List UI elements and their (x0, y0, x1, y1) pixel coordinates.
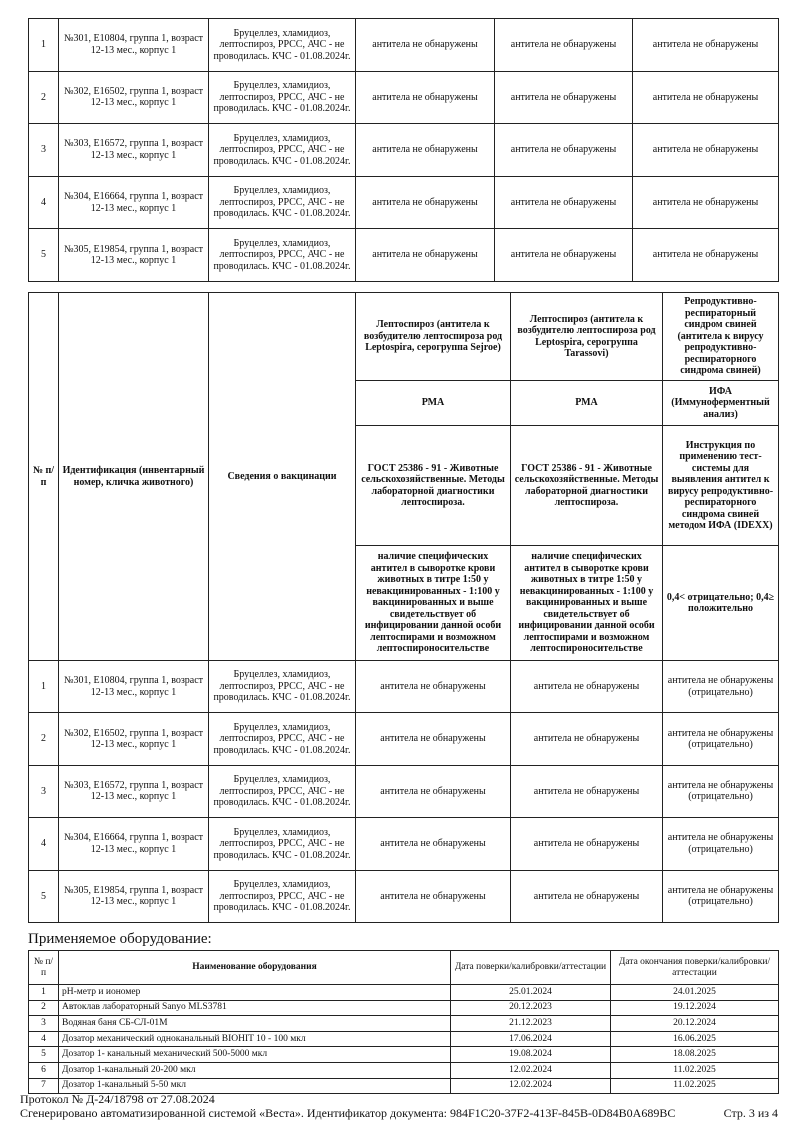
vaccination-info: Бруцеллез, хламидиоз, лептоспироз, РРСС, АЧС - не проводилась. КЧС - 01.08.2024г. (209, 176, 356, 229)
vaccination-info: Бруцеллез, хламидиоз, лептоспироз, РРСС, АЧС - не проводилась. КЧС - 01.08.2024г. (209, 713, 356, 765)
row-number: 5 (29, 229, 59, 282)
test-method: РМА (356, 381, 511, 426)
verification-end-date: 18.08.2025 (611, 1047, 779, 1063)
equipment-name: Автоклав лабораторный Sanyo MLS3781 (59, 1000, 451, 1016)
result-cell: антитела не обнаружены (356, 176, 495, 229)
equipment-row (29, 1031, 779, 1047)
equipment-name: Дозатор 1-канальный 5-50 мкл (59, 1078, 451, 1094)
protocol-number: Протокол № Д-24/18798 от 27.08.2024 (20, 1092, 215, 1106)
test-norm-doc: ГОСТ 25386 - 91 - Животные сельскохозяйственные. Методы лабораторной диагностики лептоспироза. (511, 426, 663, 546)
test-criteria: наличие специфических антител в сыворотке крови животных в титре 1:50 у невакцинированных - 1:100 у вакцинированных и выше свидетельствует об инфицировании данной особи лептоспирами и возможном лептоспироносительстве (511, 546, 663, 661)
animal-id: №301, E10804, группа 1, возраст 12-13 мес., корпус 1 (59, 661, 209, 713)
result-cell: антитела не обнаружены (511, 818, 663, 870)
result-cell: антитела не обнаружены (356, 124, 495, 177)
animal-id: №304, E16664, группа 1, возраст 12-13 мес., корпус 1 (59, 818, 209, 870)
result-cell: антитела не обнаружены (отрицательно) (663, 765, 779, 817)
verification-end-date: 16.06.2025 (611, 1031, 779, 1047)
verification-date: 12.02.2024 (451, 1062, 611, 1078)
equipment-row (29, 985, 779, 1001)
result-cell: антитела не обнаружены (511, 661, 663, 713)
table-row (29, 19, 779, 72)
vaccination-info: Бруцеллез, хламидиоз, лептоспироз, РРСС, АЧС - не проводилась. КЧС - 01.08.2024г. (209, 71, 356, 124)
equipment-num: 4 (29, 1031, 59, 1047)
result-cell: антитела не обнаружены (отрицательно) (663, 713, 779, 765)
result-cell: антитела не обнаружены (356, 870, 511, 922)
verification-date: 21.12.2023 (451, 1016, 611, 1032)
equipment-num: 5 (29, 1047, 59, 1063)
vaccination-info: Бруцеллез, хламидиоз, лептоспироз, РРСС, АЧС - не проводилась. КЧС - 01.08.2024г. (209, 124, 356, 177)
equipment-num: 2 (29, 1000, 59, 1016)
row-number: 4 (29, 176, 59, 229)
result-cell: антитела не обнаружены (633, 71, 779, 124)
equipment-name: Дозатор 1- канальный механический 500-5000 мкл (59, 1047, 451, 1063)
result-cell: антитела не обнаружены (495, 229, 633, 282)
page-number: Стр. 3 из 4 (723, 1106, 778, 1120)
equipment-header-name: Наименование оборудования (59, 951, 451, 985)
result-cell: антитела не обнаружены (356, 713, 511, 765)
table-row (29, 661, 779, 713)
equipment-num: 3 (29, 1016, 59, 1032)
animal-id: №303, E16572, группа 1, возраст 12-13 мес., корпус 1 (59, 124, 209, 177)
result-cell: антитела не обнаружены (356, 71, 495, 124)
animal-id: №304, E16664, группа 1, возраст 12-13 мес., корпус 1 (59, 176, 209, 229)
equipment-title: Применяемое оборудование: (28, 931, 212, 947)
result-cell: антитела не обнаружены (356, 818, 511, 870)
equipment-header-num: № п/п (29, 951, 59, 985)
animal-id: №305, E19854, группа 1, возраст 12-13 мес., корпус 1 (59, 870, 209, 922)
result-cell: антитела не обнаружены (отрицательно) (663, 870, 779, 922)
verification-date: 17.06.2024 (451, 1031, 611, 1047)
result-cell: антитела не обнаружены (отрицательно) (663, 661, 779, 713)
row-number: 1 (29, 661, 59, 713)
animal-id: №305, E19854, группа 1, возраст 12-13 мес., корпус 1 (59, 229, 209, 282)
equipment-num: 7 (29, 1078, 59, 1094)
table-row (29, 818, 779, 870)
row-number: 3 (29, 765, 59, 817)
result-cell: антитела не обнаружены (495, 176, 633, 229)
result-cell: антитела не обнаружены (633, 176, 779, 229)
test-name: Репродуктивно-респираторный синдром свиней (антитела к вирусу репродуктивно-респираторного синдрома свиней) (663, 293, 779, 381)
vaccination-info: Бруцеллез, хламидиоз, лептоспироз, РРСС, АЧС - не проводилась. КЧС - 01.08.2024г. (209, 661, 356, 713)
header-identification: Идентификация (инвентарный номер, кличка животного) (59, 293, 209, 661)
equipment-row (29, 1000, 779, 1016)
verification-end-date: 24.01.2025 (611, 985, 779, 1001)
equipment-row (29, 1047, 779, 1063)
result-cell: антитела не обнаружены (356, 765, 511, 817)
result-cell: антитела не обнаружены (495, 71, 633, 124)
equipment-name: Дозатор 1-канальный 20-200 мкл (59, 1062, 451, 1078)
equipment-header-end-date: Дата окончания поверки/калибровки/аттестации (611, 951, 779, 985)
table-row (29, 713, 779, 765)
test-norm-doc: ГОСТ 25386 - 91 - Животные сельскохозяйственные. Методы лабораторной диагностики лептоспироза. (356, 426, 511, 546)
header-num: № п/п (29, 293, 59, 661)
equipment-num: 1 (29, 985, 59, 1001)
equipment-header-date: Дата поверки/калибровки/аттестации (451, 951, 611, 985)
result-cell: антитела не обнаружены (633, 124, 779, 177)
vaccination-info: Бруцеллез, хламидиоз, лептоспироз, РРСС, АЧС - не проводилась. КЧС - 01.08.2024г. (209, 818, 356, 870)
verification-date: 25.01.2024 (451, 985, 611, 1001)
verification-end-date: 19.12.2024 (611, 1000, 779, 1016)
equipment-row (29, 1062, 779, 1078)
result-cell: антитела не обнаружены (495, 19, 633, 72)
animal-id: №303, E16572, группа 1, возраст 12-13 мес., корпус 1 (59, 765, 209, 817)
equipment-table (28, 950, 779, 1094)
equipment-name: Водяная баня СБ-СЛ-01М (59, 1016, 451, 1032)
result-cell: антитела не обнаружены (356, 19, 495, 72)
result-cell: антитела не обнаружены (356, 229, 495, 282)
test-method: ИФА (Иммуноферментный анализ) (663, 381, 779, 426)
table-row (29, 765, 779, 817)
header-vaccination: Сведения о вакцинации (209, 293, 356, 661)
generated-note: Сгенерировано автоматизированной системой «Веста». Идентификатор документа: 984F1C20-37F2-413F-845B-0D84B0A689BC (20, 1106, 676, 1120)
verification-date: 19.08.2024 (451, 1047, 611, 1063)
table-row (29, 124, 779, 177)
row-number: 2 (29, 71, 59, 124)
vaccination-info: Бруцеллез, хламидиоз, лептоспироз, РРСС, АЧС - не проводилась. КЧС - 01.08.2024г. (209, 765, 356, 817)
test-criteria: наличие специфических антител в сыворотке крови животных в титре 1:50 у невакцинированных - 1:100 у вакцинированных и выше свидетельствует об инфицировании данной особи лептоспирами и возможном лептоспироносительстве (356, 546, 511, 661)
verification-date: 12.02.2024 (451, 1078, 611, 1094)
equipment-name: pH-метр и иономер (59, 985, 451, 1001)
result-cell: антитела не обнаружены (511, 713, 663, 765)
test-name: Лептоспироз (антитела к возбудителю лептоспироза род Leptospira, серогруппа Sejroe) (356, 293, 511, 381)
table-row (29, 870, 779, 922)
row-number: 3 (29, 124, 59, 177)
results-table-top (28, 18, 779, 282)
test-name: Лептоспироз (антитела к возбудителю лептоспироза род Leptospira, серогруппа Tarassovi) (511, 293, 663, 381)
test-method: РМА (511, 381, 663, 426)
row-number: 1 (29, 19, 59, 72)
verification-date: 20.12.2023 (451, 1000, 611, 1016)
row-number: 2 (29, 713, 59, 765)
result-cell: антитела не обнаружены (633, 19, 779, 72)
test-criteria: 0,4< отрицательно; 0,4≥ положительно (663, 546, 779, 661)
result-cell: антитела не обнаружены (356, 661, 511, 713)
equipment-row (29, 1016, 779, 1032)
equipment-num: 6 (29, 1062, 59, 1078)
equipment-name: Дозатор механический одноканальный BIOHIT 10 - 100 мкл (59, 1031, 451, 1047)
result-cell: антитела не обнаружены (511, 870, 663, 922)
animal-id: №302, E16502, группа 1, возраст 12-13 мес., корпус 1 (59, 713, 209, 765)
table-row (29, 229, 779, 282)
animal-id: №302, E16502, группа 1, возраст 12-13 мес., корпус 1 (59, 71, 209, 124)
verification-end-date: 11.02.2025 (611, 1062, 779, 1078)
result-cell: антитела не обнаружены (511, 765, 663, 817)
row-number: 4 (29, 818, 59, 870)
results-table-main (28, 292, 779, 923)
result-cell: антитела не обнаружены (отрицательно) (663, 818, 779, 870)
result-cell: антитела не обнаружены (633, 229, 779, 282)
row-number: 5 (29, 870, 59, 922)
vaccination-info: Бруцеллез, хламидиоз, лептоспироз, РРСС, АЧС - не проводилась. КЧС - 01.08.2024г. (209, 229, 356, 282)
verification-end-date: 20.12.2024 (611, 1016, 779, 1032)
animal-id: №301, E10804, группа 1, возраст 12-13 мес., корпус 1 (59, 19, 209, 72)
vaccination-info: Бруцеллез, хламидиоз, лептоспироз, РРСС, АЧС - не проводилась. КЧС - 01.08.2024г. (209, 19, 356, 72)
test-norm-doc: Инструкция по применению тест-системы для выявления антител к вирусу репродуктивно-респираторного синдрома свиней методом ИФА (IDEXX) (663, 426, 779, 546)
table-row (29, 71, 779, 124)
table-row (29, 176, 779, 229)
verification-end-date: 11.02.2025 (611, 1078, 779, 1094)
vaccination-info: Бруцеллез, хламидиоз, лептоспироз, РРСС, АЧС - не проводилась. КЧС - 01.08.2024г. (209, 870, 356, 922)
result-cell: антитела не обнаружены (495, 124, 633, 177)
